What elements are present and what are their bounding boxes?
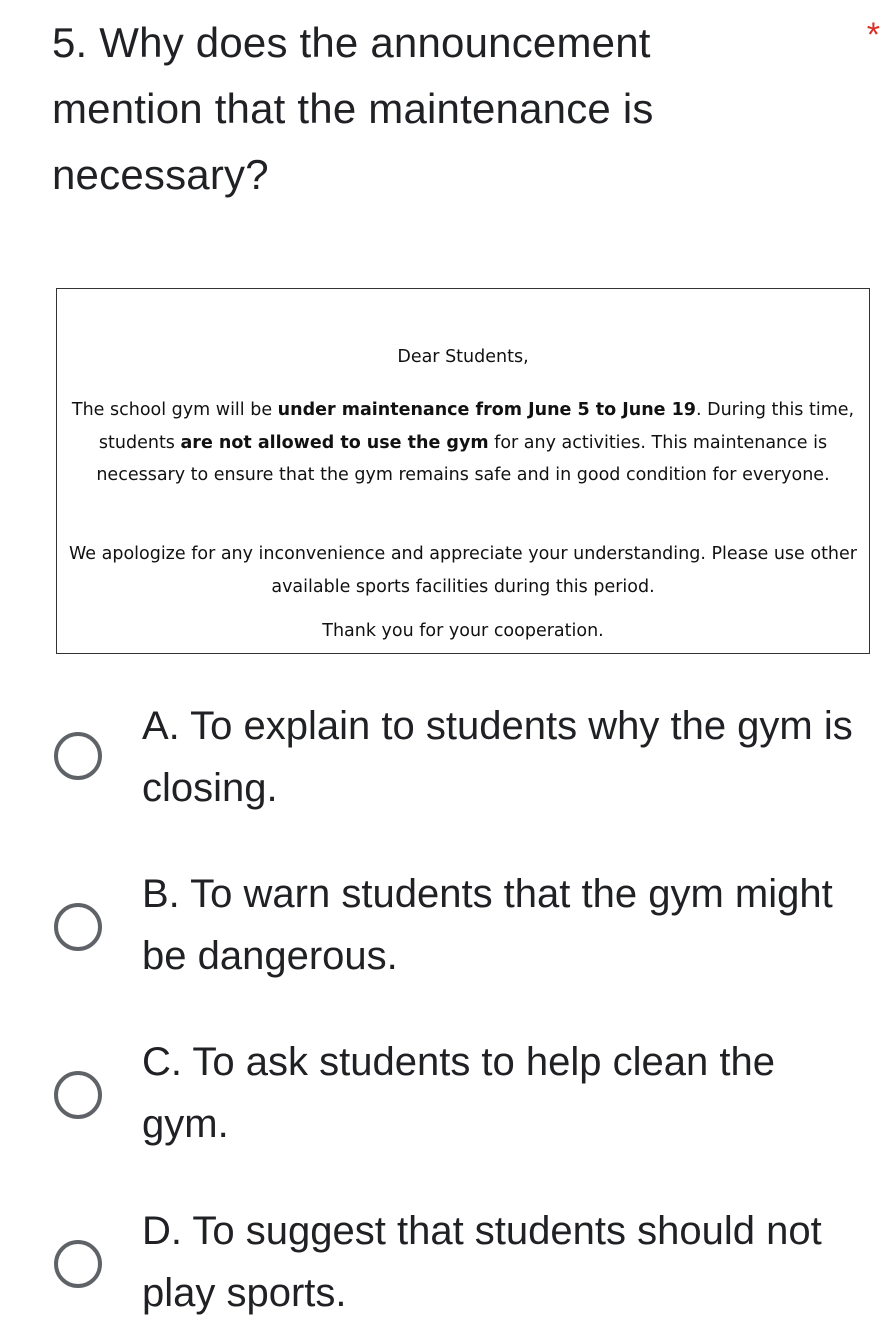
notice-text: The school gym will be [71,400,278,420]
announcement-image [56,288,870,654]
notice-bold-text: under maintenance from June 5 to June 19 [277,400,696,420]
notice-paragraph-1 [63,394,863,492]
radio-button-a[interactable] [54,732,102,780]
option-label-b[interactable]: B. To warn students that the gym might be dangerous. [142,872,833,978]
option-label-d[interactable]: D. To suggest that students should not play sports. [142,1209,822,1315]
option-a[interactable] [0,695,894,825]
option-b[interactable] [0,863,894,993]
question-title: 5. Why does the announcement mention that the maintenance is necessary? [52,19,654,198]
required-asterisk: * [866,16,880,54]
radio-button-d[interactable] [54,1240,102,1288]
option-d[interactable] [0,1200,894,1330]
radio-button-c[interactable] [54,1071,102,1119]
notice-closing: Thank you for your cooperation. [322,621,604,641]
option-label-c[interactable]: C. To ask students to help clean the gym. [142,1040,775,1146]
radio-button-b[interactable] [54,903,102,951]
notice-text: . During this time, students [98,400,855,453]
option-c[interactable] [0,1031,894,1161]
notice-bold-text: are not allowed to use the gym [180,432,489,453]
notice-paragraph-2: We apologize for any inconvenience and appreciate your understanding. Please use other available sports facilities during this period. [69,544,857,597]
notice-greeting: Dear Students, [397,347,529,367]
option-label-a[interactable]: A. To explain to students why the gym is closing. [142,704,853,810]
notice-text: for any activities. This maintenance is necessary to ensure that the gym remains safe and in good condition for everyone. [96,432,830,485]
